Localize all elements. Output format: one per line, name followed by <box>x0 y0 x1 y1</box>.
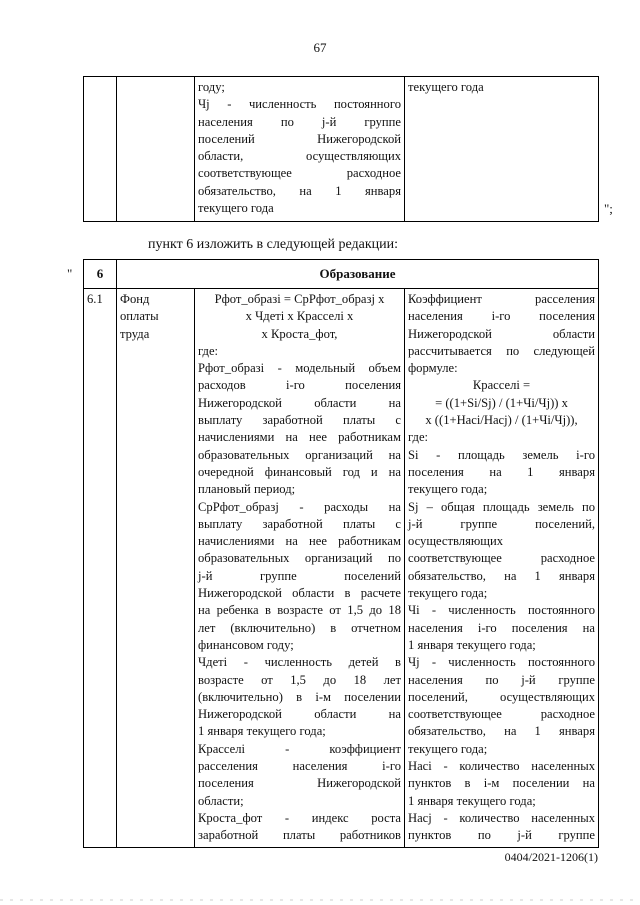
table-continuation <box>83 76 599 222</box>
document-code: 0404/2021-1206(1) <box>504 850 598 864</box>
formula-main: Рфот_образi = СрРфот_образj х х Чдетi х Красселi х х Кроста_фот, <box>214 292 385 341</box>
closing-quote: "; <box>604 201 613 216</box>
opening-quote: " <box>67 266 73 281</box>
cell-definitions-cont: году; Чj - численность постоянного населения по j-й группе поселений Нижегородской области, осуществляющих соответствующее расходное обязательство, на 1 января текущего года <box>195 77 405 222</box>
page-number: 67 <box>313 40 327 55</box>
intro-text: пункт 6 изложить в следующей редакции: <box>148 237 398 252</box>
cell-empty-num <box>84 77 117 222</box>
cell-formula-definitions: Рфот_образi = СрРфот_образj х х Чдетi х Красселi х х Кроста_фот, где: Рфот_образi - модельный объем расходов i-го поселения Нижегородской области на выплату заработной платы с начислениями на нее работникам образовательных организаций на очередной финансовый год и на плановый период; СрРфот_образj - расходы на выплату заработной платы с начислениями на нее работникам образовательных организаций по j-й группе поселений Нижегородской области в расчете на ребенка в возрасте от 1,5 до 18 лет (включительно) в отчетном финансовом году; Чдетi - численность детей в возрасте от 1,5 до 18 лет (включительно) в i-м поселении Нижегородской области на 1 января текущего года; Красселi - коэффициент расселения населения i-го поселения Нижегородской области; Кроста_фот - индекс роста заработной платы работников <box>195 289 405 848</box>
header-title: Образование <box>117 260 599 289</box>
row-num: 6.1 <box>84 289 117 848</box>
cell-current-year: текущего года <box>405 77 599 222</box>
formula-crassel: Красселi = = ((1+Si/Sj) / (1+Чi/Чj)) х х ((1+Насi/Насj) / (1+Чi/Чj)), <box>425 378 578 428</box>
row-name: Фонд оплаты труда <box>117 289 195 848</box>
cell-empty-name <box>117 77 195 222</box>
scan-edge-noise <box>0 897 640 903</box>
table-education <box>83 259 599 843</box>
header-num: 6 <box>84 260 117 289</box>
cell-coefficient-explanation: Коэффициент расселения населения i-го поселения Нижегородской области рассчитывается по следующей формуле: Красселi = = ((1+Si/Sj) / (1+Чi/Чj)) х х ((1+Насi/Насj) / (1+Чi/Чj)), где: Si - площадь земель i-го поселения на 1 января текущего года; Sj – общая площадь земель по j-й группе поселений, осуществляющих соответствующее расходное обязательство, на 1 января текущего года; Чi - численность постоянного населения i-го поселения на 1 января текущего года; Чj - численность постоянного населения по j-й группе поселений, осуществляющих соответствующее расходное обязательство, на 1 января текущего года; Насi - количество населенных пунктов в i-м поселении на 1 января текущего года; Насj - количество населенных пунктов по j-й группе <box>405 289 599 848</box>
